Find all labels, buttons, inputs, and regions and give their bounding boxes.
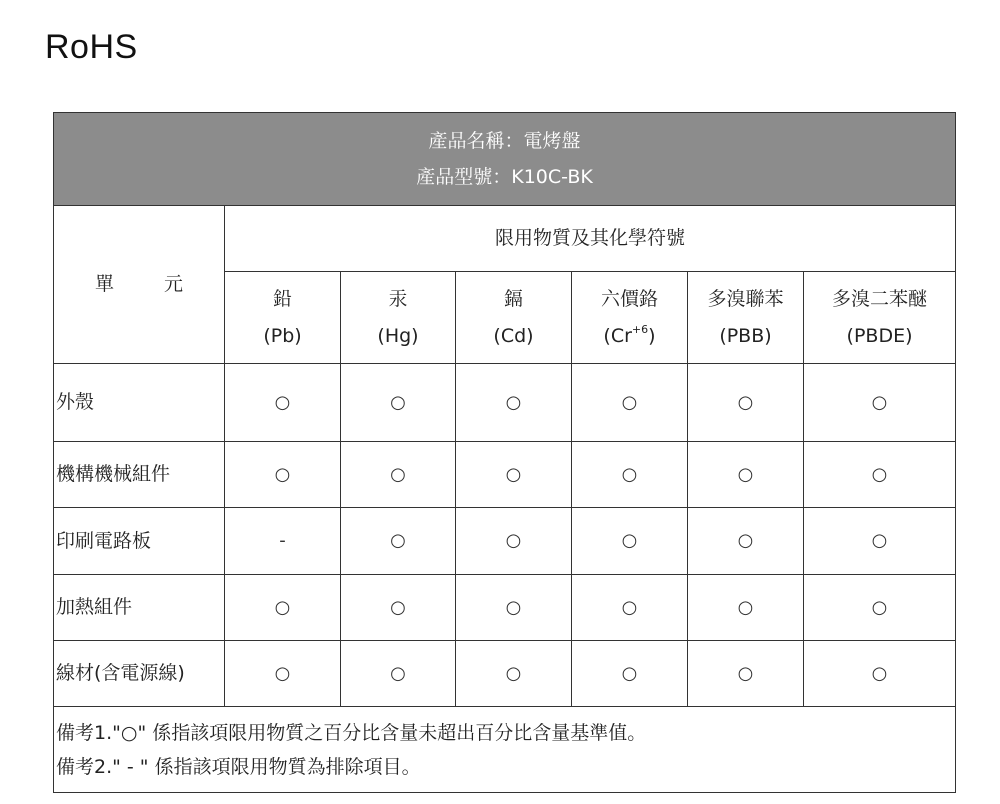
- row-value: ○: [688, 575, 804, 641]
- row-value: ○: [572, 508, 688, 575]
- substance-name: 六價鉻: [600, 287, 658, 310]
- note-1: 備考1."○" 係指該項限用物質之百分比含量未超出百分比含量基準值。: [56, 721, 647, 744]
- unit-label-2: 元: [164, 273, 184, 296]
- row-value: ○: [688, 508, 804, 575]
- table-row: [54, 641, 956, 707]
- product-model: 產品型號：K10C-BK: [416, 166, 593, 188]
- substance-symbol: (PBDE): [846, 324, 913, 347]
- substances-title-row: [54, 206, 956, 272]
- row-value: ○: [456, 442, 572, 508]
- substance-symbol: (Cd): [493, 324, 534, 347]
- notes-row: [54, 707, 956, 793]
- product-header-cell: [54, 113, 956, 206]
- row-label: 加熱組件: [54, 575, 225, 641]
- substance-header-pbde: [804, 272, 956, 364]
- row-value: ○: [341, 641, 456, 707]
- row-value: ○: [804, 442, 956, 508]
- rohs-table: [53, 112, 956, 793]
- row-value: ○: [456, 364, 572, 442]
- substance-name: 鎘: [503, 287, 523, 310]
- substance-name: 多溴二苯醚: [832, 287, 928, 310]
- row-label: 外殼: [54, 364, 225, 442]
- row-value: ○: [456, 508, 572, 575]
- row-value: ○: [572, 364, 688, 442]
- product-header-row: [54, 113, 956, 206]
- unit-label-1: 單: [94, 273, 114, 296]
- product-name: 產品名稱：電烤盤: [428, 130, 581, 152]
- substance-symbol: [572, 322, 687, 348]
- substance-header-cr6: [572, 272, 688, 364]
- row-value: ○: [572, 641, 688, 707]
- substance-header-pbb: [688, 272, 804, 364]
- table-row: [54, 442, 956, 508]
- substances-title: 限用物質及其化學符號: [225, 206, 956, 272]
- unit-header-cell: [54, 206, 225, 364]
- row-label: 印刷電路板: [54, 508, 225, 575]
- symbol-superscript: +6: [631, 322, 649, 336]
- page-title: RoHS: [45, 28, 138, 66]
- row-value: ○: [225, 442, 341, 508]
- row-value: ○: [456, 641, 572, 707]
- substance-name: 多溴聯苯: [707, 287, 784, 310]
- row-label: 機構機械組件: [54, 442, 225, 508]
- symbol-prefix: (Cr: [603, 324, 632, 347]
- row-value: ○: [804, 641, 956, 707]
- table-row: [54, 508, 956, 575]
- substance-symbol: (PBB): [719, 324, 772, 347]
- row-value: ○: [341, 442, 456, 508]
- row-value: ○: [572, 575, 688, 641]
- row-value: ○: [341, 508, 456, 575]
- substance-name: 汞: [388, 287, 408, 310]
- symbol-suffix: ): [648, 324, 656, 347]
- row-value: ○: [225, 641, 341, 707]
- table-row: [54, 364, 956, 442]
- row-value: ○: [804, 575, 956, 641]
- substance-symbol: (Hg): [377, 324, 419, 347]
- row-value: ○: [804, 364, 956, 442]
- row-value: ○: [225, 575, 341, 641]
- row-value: ○: [572, 442, 688, 508]
- substance-name: 鉛: [272, 287, 292, 310]
- row-value: ○: [341, 575, 456, 641]
- substance-symbol: (Pb): [263, 324, 302, 347]
- row-value: ○: [225, 364, 341, 442]
- substance-header-hg: [341, 272, 456, 364]
- row-label: 線材(含電源線): [54, 641, 225, 707]
- notes-cell: [54, 707, 956, 793]
- table-row: [54, 575, 956, 641]
- row-value: -: [225, 508, 341, 575]
- row-value: ○: [688, 641, 804, 707]
- row-value: ○: [804, 508, 956, 575]
- row-value: ○: [688, 364, 804, 442]
- substance-header-cd: [456, 272, 572, 364]
- substance-header-pb: [225, 272, 341, 364]
- row-value: ○: [456, 575, 572, 641]
- row-value: ○: [341, 364, 456, 442]
- note-2: 備考2." - " 係指該項限用物質為排除項目。: [56, 755, 421, 778]
- row-value: ○: [688, 442, 804, 508]
